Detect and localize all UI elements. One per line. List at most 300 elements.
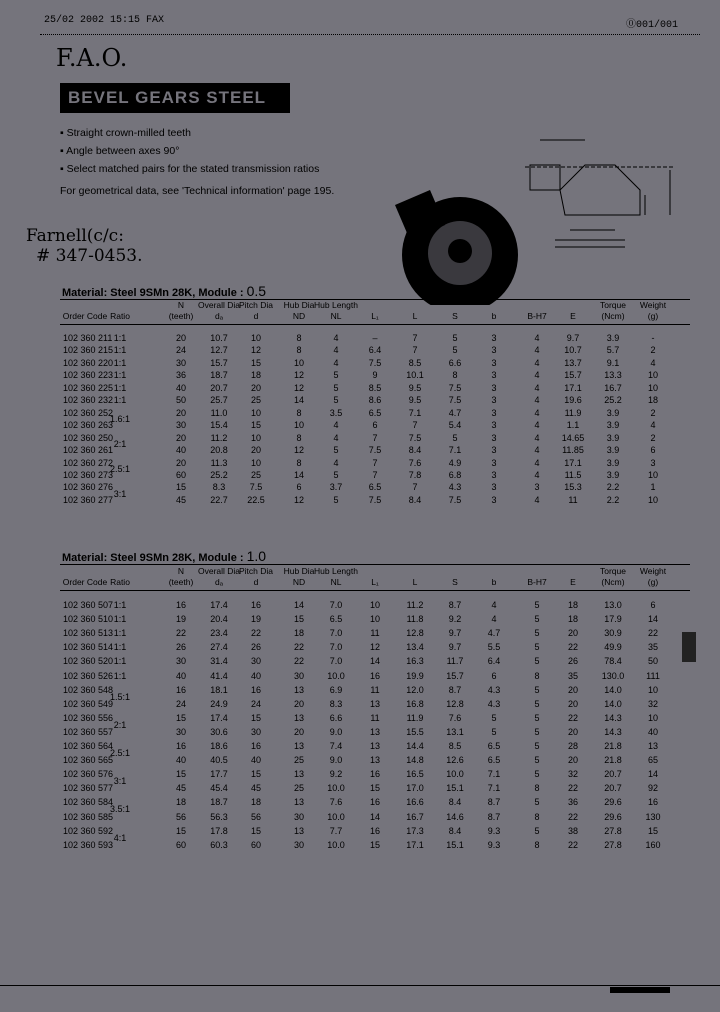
table-cell: 10.0 [327, 839, 345, 850]
table-cell: 60 [250, 839, 262, 850]
column-header: (teeth) [168, 577, 194, 587]
table-cell: 10.1 [406, 370, 424, 381]
table-cell: 17.0 [406, 783, 424, 794]
table-cell: 8.3 [329, 698, 343, 709]
table-cell: 7.6 [408, 457, 422, 468]
table-cell: 22 [567, 642, 579, 653]
bevel-gear-photo [390, 185, 530, 305]
table-cell: 12.8 [446, 698, 464, 709]
table-cell: 3.9 [606, 407, 620, 418]
table-cell: 7.1 [408, 407, 422, 418]
table-cell: 14.8 [406, 755, 424, 766]
table-cell: 15 [250, 712, 262, 723]
table-cell: 3 [491, 357, 497, 368]
table-cell: 5 [534, 769, 540, 780]
table-cell: 5 [534, 741, 540, 751]
table-cell: 130 [645, 811, 661, 822]
table-cell: 7.0 [329, 600, 343, 610]
table-cell: 30.9 [604, 628, 622, 639]
table-cell: 3.9 [606, 420, 620, 431]
table-cell: 9.5 [408, 382, 422, 393]
table-cell: 18.7 [210, 797, 228, 808]
table-cell: 12 [293, 382, 305, 393]
table-cell: 3 [534, 482, 540, 493]
table-cell: 22 [567, 783, 579, 794]
table-cell: 18.6 [210, 741, 228, 751]
table-cell: 25 [250, 395, 262, 406]
table-cell: 10 [647, 382, 659, 393]
table-cell: 14.0 [604, 698, 622, 709]
table-cell: 40 [175, 445, 187, 456]
table-cell: 5.4 [448, 420, 462, 431]
table-cell: 24 [175, 345, 187, 356]
table-cell: 8 [534, 811, 540, 822]
table-cell: 10 [647, 370, 659, 381]
order-code-cell: 102 360 225 [63, 382, 114, 393]
table-cell: 15.1 [446, 839, 464, 850]
table-cell: 16 [369, 825, 381, 836]
ratio-cell: 1:1 [113, 642, 127, 653]
table-cell: 2 [650, 407, 656, 418]
table-cell: 5 [534, 712, 540, 723]
table-cell: 8 [534, 670, 540, 681]
table-cell: 7 [412, 345, 418, 356]
table-cell: 9.3 [487, 839, 501, 850]
table-cell: 13 [369, 741, 381, 751]
table-cell: 7.4 [329, 741, 343, 751]
table-cell: 5 [491, 726, 497, 737]
table-cell: 56.3 [210, 811, 228, 822]
table-top-rule [60, 299, 690, 300]
column-header-top: Weight [639, 300, 667, 310]
table-cell: 9 [372, 370, 378, 381]
table-cell: 5 [534, 726, 540, 737]
table-cell: 20 [293, 698, 305, 709]
table-cell: 16 [369, 797, 381, 808]
table-cell: 22 [175, 628, 187, 639]
table-cell: 14 [293, 469, 305, 480]
table-cell: 5 [534, 698, 540, 709]
ratio-cell: 1:1 [113, 614, 127, 625]
table-cell: 18 [293, 628, 305, 639]
table-cell: 35 [567, 670, 579, 681]
table-cell: 20.7 [210, 382, 228, 393]
column-header: L [412, 311, 418, 321]
table-cell: 7.5 [368, 357, 382, 368]
table-cell: 6 [491, 670, 497, 681]
table-cell: 8.3 [212, 482, 226, 493]
table-cell: 17.7 [210, 769, 228, 780]
table-cell: 25 [250, 469, 262, 480]
column-header: dₐ [215, 577, 223, 587]
table-cell: 20 [250, 445, 262, 456]
table-cell: 30 [293, 670, 305, 681]
ratio-cell: 1:1 [113, 345, 127, 356]
table-cell: 11.9 [564, 407, 582, 418]
table-cell: 22 [293, 642, 305, 653]
table-cell: 3 [491, 333, 497, 343]
material-label: Material: Steel 9SMn 28K, Module : [62, 552, 244, 564]
table-cell: 13 [293, 769, 305, 780]
table-cell: 10 [250, 407, 262, 418]
table-cell: 6.6 [448, 357, 462, 368]
ratio-cell: 3:1 [113, 488, 127, 499]
table-cell: 8 [534, 839, 540, 850]
table-cell: 10 [647, 684, 659, 695]
table-cell: 4.3 [487, 684, 501, 695]
ratio-cell: 2:1 [113, 719, 127, 730]
header-rule [60, 324, 690, 325]
table-cell: 18 [567, 600, 579, 610]
table-cell: 40 [250, 670, 262, 681]
table-cell: 14 [369, 656, 381, 667]
table-title [62, 283, 266, 299]
table-cell: 3.9 [606, 469, 620, 480]
order-code-cell: 102 360 548 [63, 684, 114, 695]
column-header: d [253, 577, 259, 587]
table-cell: 4 [534, 457, 540, 468]
column-header-top: Hub Length [314, 300, 358, 310]
table-cell: 40 [175, 382, 187, 393]
table-cell: 2.2 [606, 494, 620, 505]
ratio-cell: 2.5:1 [109, 463, 131, 474]
table-cell: 7 [412, 420, 418, 431]
order-code-cell: 102 360 526 [63, 670, 114, 681]
table-cell: 30 [250, 656, 262, 667]
table-cell: 14.65 [561, 432, 585, 443]
table-cell: 13.0 [604, 600, 622, 610]
footer-rule [0, 985, 720, 986]
ratio-cell: 3:1 [113, 776, 127, 787]
table-cell: 40 [175, 670, 187, 681]
table-cell: 6.8 [448, 469, 462, 480]
column-header: dₐ [215, 311, 223, 321]
table-cell: 8.7 [448, 600, 462, 610]
column-header: L₁ [371, 577, 379, 587]
table-cell: 29.6 [604, 797, 622, 808]
order-code-cell: 102 360 250 [63, 432, 114, 443]
table-cell: 20 [567, 684, 579, 695]
table-cell: 3 [491, 382, 497, 393]
table-cell: 13 [293, 712, 305, 723]
table-cell: 8.7 [487, 797, 501, 808]
table-cell: 3.9 [606, 445, 620, 456]
table-cell: 12 [369, 642, 381, 653]
table-cell: 15 [250, 357, 262, 368]
table-cell: 11.5 [564, 469, 582, 480]
table-cell: 30 [293, 839, 305, 850]
table-cell: 5 [333, 395, 339, 406]
column-header-top: Overall Dia [197, 566, 241, 576]
table-cell: 28 [567, 741, 579, 751]
table-cell: 56 [250, 811, 262, 822]
table-cell: 16 [369, 670, 381, 681]
table-cell: - [651, 333, 655, 343]
table-cell: 111 [646, 670, 660, 681]
table-cell: 16 [175, 741, 187, 751]
table-cell: 8 [452, 370, 458, 381]
order-code-cell: 102 360 215 [63, 345, 114, 356]
table-cell: 3.9 [606, 457, 620, 468]
table-cell: 12 [250, 345, 262, 356]
table-cell: 16.6 [406, 797, 424, 808]
ratio-cell: 3.5:1 [109, 804, 131, 815]
table-cell: 7.5 [249, 482, 263, 493]
table-cell: 27.8 [604, 839, 622, 850]
column-header-top: Hub Length [314, 566, 358, 576]
table-cell: 26 [175, 642, 187, 653]
table-cell: 11 [568, 494, 578, 505]
table-cell: 24 [175, 698, 187, 709]
table-cell: 24.9 [210, 698, 228, 709]
table-cell: 16 [250, 684, 262, 695]
table-cell: 2.2 [606, 482, 620, 493]
column-header: b [491, 311, 497, 321]
table-cell: 8 [296, 457, 302, 468]
column-header-top: Hub Dia [283, 300, 315, 310]
column-header: d [253, 311, 259, 321]
table-cell: 6.5 [368, 482, 382, 493]
table-top-rule [60, 564, 690, 565]
table-cell: 4 [333, 420, 339, 431]
column-header: (Ncm) [601, 577, 625, 587]
table-cell: 13 [369, 755, 381, 766]
order-code-cell: 102 360 556 [63, 712, 114, 723]
table-cell: 10 [647, 469, 659, 480]
table-cell: 5 [452, 345, 458, 356]
column-header: NL [330, 311, 342, 321]
table-cell: 6 [650, 600, 656, 610]
order-code-cell: 102 360 252 [63, 407, 114, 418]
column-header: B-H7 [527, 311, 547, 321]
table-cell: 11.2 [210, 432, 228, 443]
table-cell: 30 [175, 726, 187, 737]
table-cell: 7 [372, 469, 378, 480]
table-cell: 4 [534, 420, 540, 431]
table-cell: 13.7 [564, 357, 582, 368]
table-cell: 26 [567, 656, 579, 667]
table-cell: 4.9 [448, 457, 462, 468]
table-cell: 4.3 [487, 698, 501, 709]
table-cell: 20 [175, 333, 187, 343]
table-cell: 7.6 [329, 797, 343, 808]
table-cell: 7.1 [448, 445, 462, 456]
table-cell: 5 [333, 370, 339, 381]
order-code-cell: 102 360 272 [63, 457, 114, 468]
table-cell: 3 [650, 457, 656, 468]
table-cell: 18 [175, 797, 187, 808]
table-cell: 45.4 [210, 783, 228, 794]
order-code-cell: 102 360 584 [63, 797, 114, 808]
table-cell: 16.7 [406, 811, 424, 822]
table-cell: 3.9 [606, 333, 620, 343]
table-cell: 5 [452, 333, 458, 343]
table-cell: 12 [293, 370, 305, 381]
table-cell: 12.0 [406, 684, 424, 695]
table-cell: 11.85 [562, 445, 584, 456]
bullet-text: Straight crown-milled teeth [66, 127, 191, 139]
table-cell: 18 [250, 370, 262, 381]
table-cell: 20 [567, 628, 579, 639]
table-cell: 10 [369, 600, 381, 610]
column-header-top: Overall Dia [197, 300, 241, 310]
order-code-cell: 102 360 557 [63, 726, 114, 737]
table-cell: 4 [534, 445, 540, 456]
table-cell: 16 [369, 769, 381, 780]
column-header: S [452, 577, 458, 587]
table-cell: 8 [296, 333, 302, 343]
table-cell: – [372, 333, 378, 343]
table-cell: 5.7 [606, 345, 620, 356]
column-header: (teeth) [168, 311, 194, 321]
table-cell: 10 [250, 457, 262, 468]
bullet-2: ▪ Angle between axes 90° [60, 145, 180, 157]
table-cell: 16.7 [604, 382, 622, 393]
table-cell: 16.3 [406, 656, 424, 667]
table-cell: 9.0 [329, 755, 343, 766]
table-cell: 3 [491, 494, 497, 505]
table-cell: 4 [534, 333, 540, 343]
order-code-cell: 102 360 232 [63, 395, 114, 406]
table-cell: 9.7 [448, 642, 462, 653]
module-value: 0.5 [246, 283, 267, 299]
table-cell: 60 [175, 469, 187, 480]
table-cell: 4 [534, 395, 540, 406]
table-cell: 8.7 [487, 811, 501, 822]
table-cell: 22 [250, 628, 262, 639]
column-header-top: Pitch Dia [238, 566, 274, 576]
table-cell: 4 [491, 600, 497, 610]
order-code-cell: 102 360 276 [63, 482, 114, 493]
table-cell: 15 [250, 769, 262, 780]
table-cell: 20.8 [210, 445, 228, 456]
table-cell: 18 [647, 395, 659, 406]
column-header: (g) [647, 577, 659, 587]
table-cell: 20 [567, 698, 579, 709]
table-cell: 22 [567, 712, 579, 723]
table-cell: 13.3 [604, 370, 622, 381]
table-cell: 14.6 [446, 811, 464, 822]
table-cell: 25.2 [210, 469, 228, 480]
table-cell: 4.7 [448, 407, 462, 418]
table-cell: 7.5 [448, 395, 462, 406]
table-cell: 27.8 [604, 825, 622, 836]
order-code-cell: 102 360 507 [63, 600, 114, 610]
table-cell: 16.8 [406, 698, 424, 709]
brand-logo [610, 987, 670, 993]
table-cell: 50 [647, 656, 659, 667]
table-cell: 14 [647, 614, 659, 625]
table-cell: 13.1 [446, 726, 464, 737]
table-cell: 4 [534, 357, 540, 368]
order-code-cell: 102 360 211 [63, 333, 113, 343]
table-cell: 10 [647, 712, 659, 723]
table-cell: 25.2 [604, 395, 622, 406]
table-cell: 12.6 [446, 755, 464, 766]
table-cell: 17.1 [564, 457, 582, 468]
ratio-cell: 1:1 [113, 656, 127, 667]
table-cell: 14.4 [406, 741, 424, 751]
table-cell: 13 [293, 825, 305, 836]
table-cell: 16 [647, 797, 659, 808]
ratio-cell: 2.5:1 [109, 748, 131, 759]
ratio-cell: 1.5:1 [109, 691, 131, 702]
fax-page-count: ⓪001/001 [626, 20, 679, 31]
title-banner: BEVEL GEARS STEEL [60, 83, 290, 113]
table-cell: 17.4 [210, 600, 228, 610]
page-tab-marker [682, 632, 696, 662]
table-cell: 6.4 [368, 345, 382, 356]
table-cell: 18.1 [210, 684, 228, 695]
table-cell: 8 [534, 783, 540, 794]
table-cell: 5 [534, 797, 540, 808]
table-cell: 3 [491, 370, 497, 381]
column-header-top: Hub Dia [283, 566, 315, 576]
table-title [62, 548, 266, 564]
table-cell: 20 [175, 457, 187, 468]
table-cell: 30 [175, 357, 187, 368]
table-cell: 5 [333, 382, 339, 393]
handwritten-contact: Farnell(c/c: [26, 226, 124, 246]
table-cell: 4 [534, 382, 540, 393]
table-cell: 3 [491, 482, 497, 493]
table-cell: 8.7 [448, 684, 462, 695]
table-cell: 8.5 [368, 382, 382, 393]
fax-datetime: 25/02 2002 15:15 FAX [44, 15, 165, 26]
table-cell: 7.6 [448, 712, 462, 723]
table-cell: 23.4 [210, 628, 228, 639]
table-cell: 50 [175, 395, 187, 406]
table-cell: 5 [534, 684, 540, 695]
order-code-cell: 102 360 577 [63, 783, 114, 794]
column-header-top: Weight [639, 566, 667, 576]
column-header-top: N [177, 300, 185, 310]
table-cell: 36 [567, 797, 579, 808]
table-cell: 15 [293, 614, 305, 625]
table-cell: 10 [250, 333, 262, 343]
table-cell: 11.7 [446, 656, 464, 667]
table-cell: 4 [534, 494, 540, 505]
table-cell: 20 [175, 407, 187, 418]
table-cell: 32 [567, 769, 579, 780]
table-cell: 36 [175, 370, 187, 381]
table-cell: 15.1 [446, 783, 464, 794]
table-cell: 22.7 [210, 494, 228, 505]
table-cell: 20 [567, 755, 579, 766]
table-cell: 3 [491, 469, 497, 480]
ratio-cell: 1:1 [113, 370, 127, 381]
table-cell: 15 [647, 825, 659, 836]
column-header: Ratio [110, 577, 130, 587]
table-cell: 3 [491, 445, 497, 456]
table-cell: 14 [647, 769, 659, 780]
table-cell: 12 [293, 445, 305, 456]
table-cell: 3 [491, 407, 497, 418]
table-cell: 15.4 [210, 420, 228, 431]
table-cell: 8 [296, 345, 302, 356]
table-cell: 5 [534, 642, 540, 653]
table-cell: 25.7 [210, 395, 228, 406]
table-cell: 14 [369, 811, 381, 822]
table-cell: 7.0 [329, 642, 343, 653]
table-cell: 8.4 [408, 445, 422, 456]
table-cell: 8 [296, 407, 302, 418]
table-cell: 20.4 [210, 614, 228, 625]
table-cell: 15 [250, 420, 262, 431]
table-cell: 17.1 [564, 382, 582, 393]
table-cell: 4 [650, 357, 656, 368]
table-cell: 30 [175, 420, 187, 431]
